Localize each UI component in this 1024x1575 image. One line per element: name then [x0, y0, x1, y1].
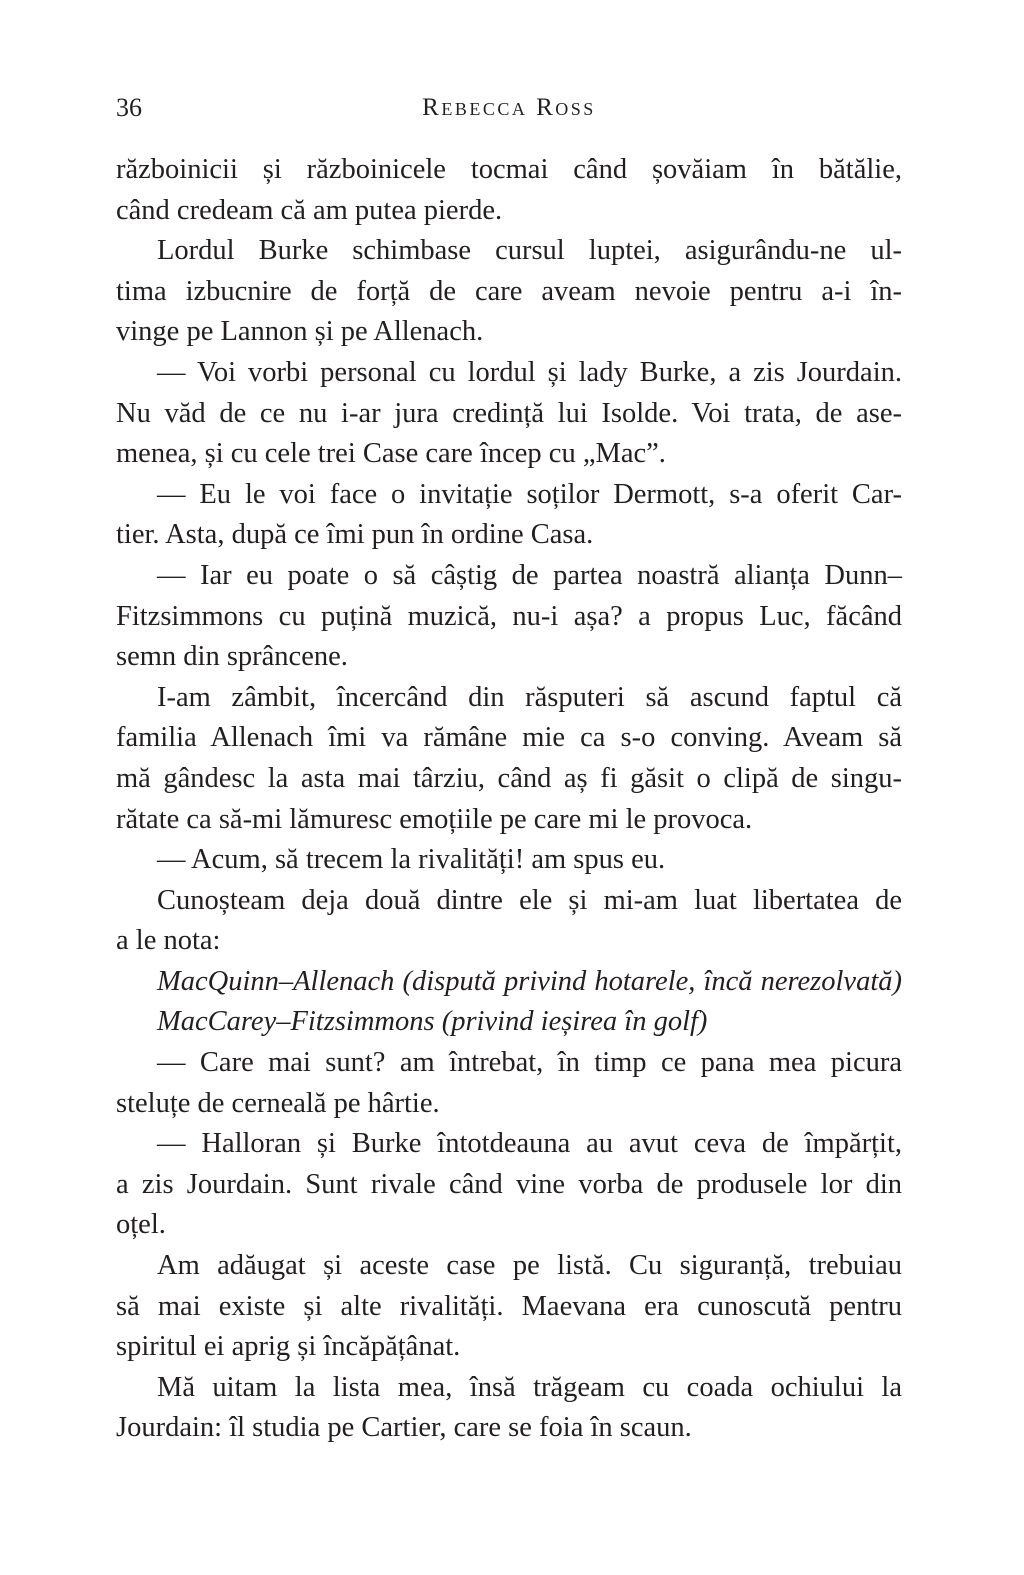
text-line: Cunoșteam deja două dintre ele și mi-am luat libertatea de: [157, 884, 902, 916]
text-line: războinicii și războinicele tocmai când șovăiam în bătălie,: [116, 154, 902, 185]
text-line: — Halloran și Burke întotdeauna au avut ceva de împărțit,: [157, 1128, 902, 1160]
text-line: familia Allenach îmi va rămâne mie ca s-o conving. Aveam să: [116, 722, 902, 754]
page-number: 36: [116, 93, 142, 122]
running-head: Rebecca Ross: [422, 94, 596, 121]
text-line: Am adăugat și aceste case pe listă. Cu siguranță, trebuiau: [157, 1250, 902, 1282]
text-line: rătate ca să-mi lămuresc emoțiile pe care mi le provoca.: [116, 803, 753, 835]
text-line: tier. Asta, după ce îmi pun în ordine Casa.: [116, 519, 594, 551]
text-line: oțel.: [116, 1209, 166, 1241]
text-line: Nu văd de ce nu i-ar jura credință lui Isolde. Voi trata, de ase-: [116, 397, 902, 429]
text-line: tima izbucnire de forță de care aveam nevoie pentru a-i în-: [116, 275, 902, 307]
text-line: MacQuinn–Allenach (dispută privind hotarele, încă nerezolvată): [157, 965, 902, 997]
text-line: Lordul Burke schimbase cursul luptei, asigurându-ne ul-: [157, 235, 902, 267]
text-line: MacCarey–Fitzsimmons (privind ieșirea în golf): [157, 1006, 708, 1038]
text-line: — Voi vorbi personal cu lordul și lady Burke, a zis Jourdain.: [157, 356, 902, 388]
text-line: menea, și cu cele trei Case care încep cu „Mac”.: [116, 438, 666, 470]
text-line: când credeam că am putea pierde.: [116, 194, 503, 226]
page-header: [116, 88, 902, 128]
text-line: mă gândesc la asta mai târziu, când aș fi găsit o clipă de singu-: [116, 762, 902, 794]
text-line: vinge pe Lannon și pe Allenach.: [116, 316, 484, 348]
text-line: — Eu le voi face o invitație soților Dermott, s-a oferit Car-: [157, 478, 902, 510]
text-line: — Iar eu poate o să câștig de partea noastră alianța Dunn–: [157, 559, 902, 591]
text-line: a zis Jourdain. Sunt rivale când vine vorba de produsele lor din: [116, 1168, 902, 1200]
text-line: — Acum, să trecem la rivalități! am spus eu.: [157, 844, 666, 876]
text-line: să mai existe și alte rivalități. Maevana era cunoscută pentru: [116, 1290, 902, 1322]
text-line: Fitzsimmons cu puțină muzică, nu-i așa? a propus Luc, făcând: [116, 600, 902, 632]
text-line: semn din sprâncene.: [116, 641, 348, 673]
text-line: I-am zâmbit, încercând din răsputeri să ascund faptul că: [157, 681, 902, 713]
text-line: — Care mai sunt? am întrebat, în timp ce pana mea picura: [157, 1047, 902, 1079]
text-line: a le nota:: [116, 925, 221, 957]
text-line: Jourdain: îl studia pe Cartier, care se foia în scaun.: [116, 1412, 692, 1444]
body-text: [116, 150, 902, 1449]
text-line: Mă uitam la lista mea, însă trăgeam cu coada ochiului la: [157, 1371, 902, 1403]
text-line: steluțe de cerneală pe hârtie.: [116, 1087, 440, 1119]
text-line: spiritul ei aprig și încăpățânat.: [116, 1331, 461, 1363]
